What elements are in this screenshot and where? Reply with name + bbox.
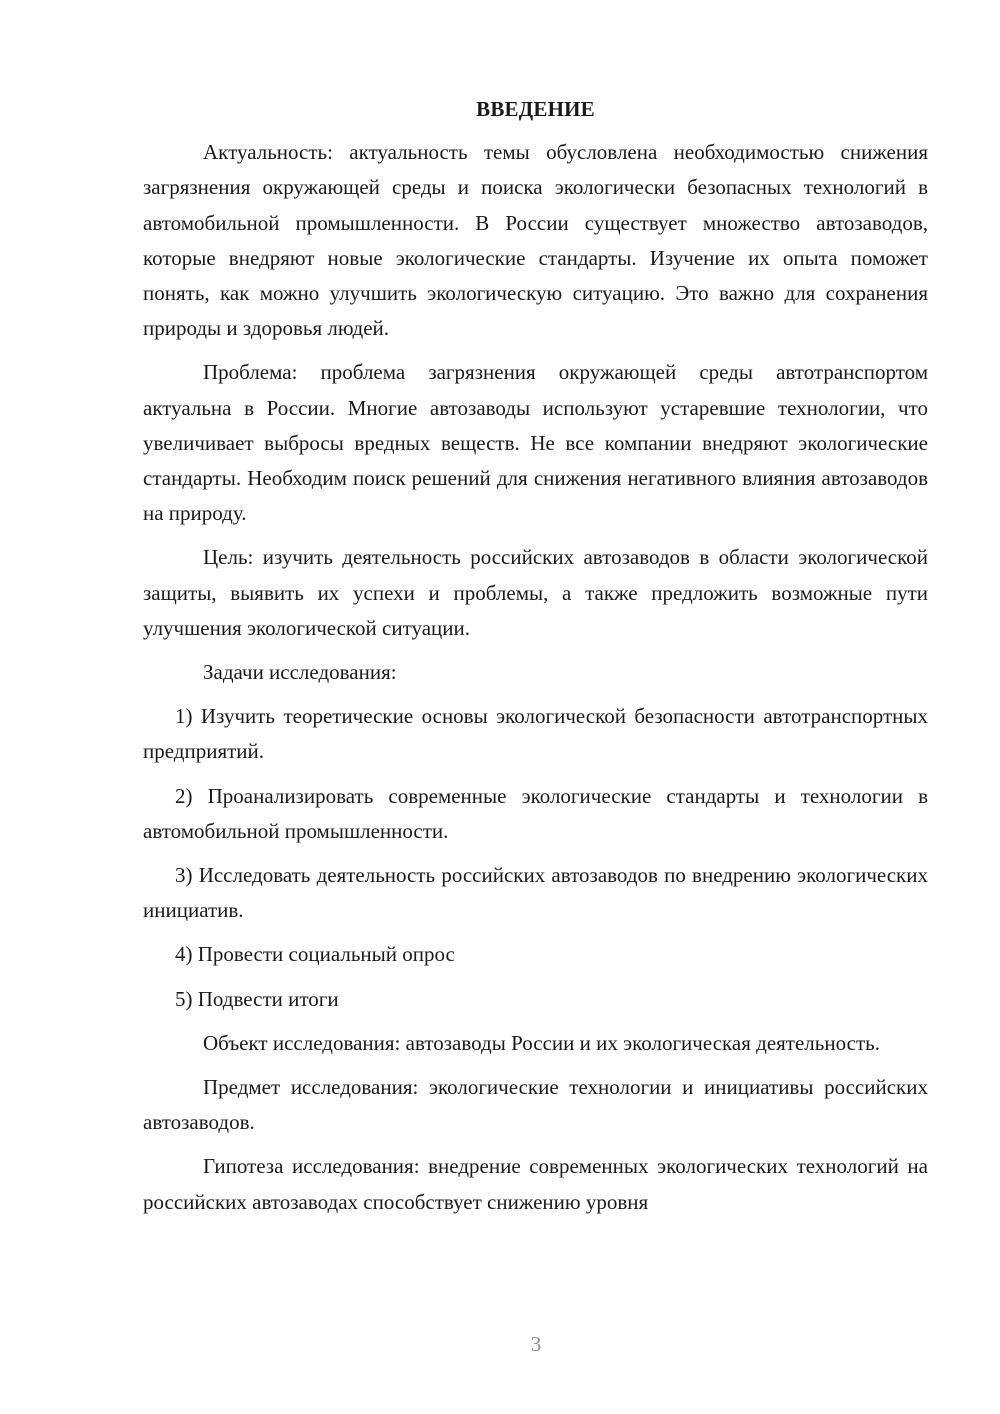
document-page — [143, 92, 928, 1229]
task-item: 2) Проанализировать современные экологические стандарты и технологии в автомобильной промышленности. — [143, 783, 928, 843]
paragraph-subject: Предмет исследования: экологические технологии и инициативы российских автозаводов. — [143, 1075, 928, 1135]
paragraph-hypothesis: Гипотеза исследования: внедрение современных экологических технологий на российских автозаводах способствует снижению уровня — [143, 1154, 928, 1214]
tasks-heading: Задачи исследования: — [203, 660, 397, 685]
task-item: 3) Исследовать деятельность российских автозаводов по внедрению экологических инициатив. — [143, 863, 928, 923]
paragraph-problem: Проблема: проблема загрязнения окружающей среды автотранспортом актуальна в России. Многие автозаводы используют устаревшие технологии, что увеличивает выбросы вредных веществ. Не все компании внедряют экологические стандарты. Необходим поиск решений для снижения негативного влияния автозаводов на природу. — [143, 360, 928, 526]
page-title: ВВЕДЕНИЕ — [476, 97, 595, 121]
task-item: 1) Изучить теоретические основы экологической безопасности автотранспортных предприятий. — [143, 704, 928, 764]
paragraph-relevance: Актуальность: актуальность темы обусловлена необходимостью снижения загрязнения окружающей среды и поиска экологически безопасных технологий в автомобильной промышленности. В России существует множество автозаводов, которые внедряют новые экологические стандарты. Изучение их опыта поможет понять, как можно улучшить экологическую ситуацию. Это важно для сохранения природы и здоровья людей. — [143, 140, 928, 341]
paragraph-goal: Цель: изучить деятельность российских автозаводов в области экологической защиты, выявить их успехи и проблемы, а также предложить возможные пути улучшения экологической ситуации. — [143, 545, 928, 640]
task-item: 5) Подвести итоги — [175, 986, 339, 1011]
task-item: 4) Провести социальный опрос — [175, 942, 455, 967]
paragraph-object: Объект исследования: автозаводы России и их экологическая деятельность. — [203, 1030, 880, 1055]
page-number: 3 — [530, 1332, 542, 1356]
